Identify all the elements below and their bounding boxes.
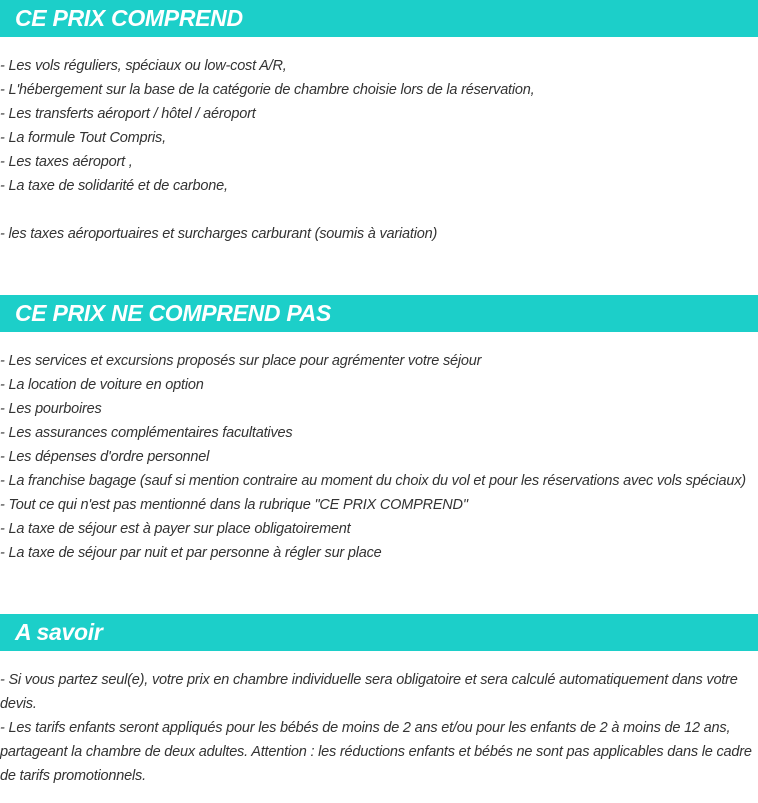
list-item: - Tout ce qui n'est pas mentionné dans la rubrique "CE PRIX COMPREND"	[0, 497, 468, 513]
info-paragraph: - Si vous partez seul(e), votre prix en chambre individuelle sera obligatoire et sera calculé automatiquement dans votre devis.	[0, 672, 738, 712]
section-header	[0, 0, 758, 37]
blank-line	[0, 198, 758, 222]
list-item: - La taxe de séjour par nuit et par personne à régler sur place	[0, 545, 382, 561]
section-body	[0, 651, 758, 788]
section-header	[0, 295, 758, 332]
list-item: - les taxes aéroportuaires et surcharges carburant (soumis à variation)	[0, 226, 438, 242]
list-item: - La taxe de solidarité et de carbone,	[0, 178, 228, 194]
list-item: - La franchise bagage (sauf si mention contraire au moment du choix du vol et pour les réservations avec vols spéciaux)	[0, 473, 746, 489]
section-prix-ne-comprend-pas	[0, 295, 758, 565]
section-title: CE PRIX NE COMPREND PAS	[15, 300, 331, 326]
section-title: CE PRIX COMPREND	[15, 5, 243, 31]
section-title: A savoir	[15, 619, 103, 645]
list-item: - Les transferts aéroport / hôtel / aéroport	[0, 106, 256, 122]
list-item: - Les vols réguliers, spéciaux ou low-cost A/R,	[0, 58, 287, 74]
section-header	[0, 614, 758, 651]
list-item: - Les services et excursions proposés sur place pour agrémenter votre séjour	[0, 353, 482, 369]
section-body	[0, 332, 758, 565]
list-item: - Les pourboires	[0, 401, 102, 417]
section-prix-comprend	[0, 0, 758, 246]
section-body	[0, 37, 758, 246]
section-a-savoir	[0, 614, 758, 788]
list-item: - L'hébergement sur la base de la catégorie de chambre choisie lors de la réservation,	[0, 82, 535, 98]
list-item: - La taxe de séjour est à payer sur place obligatoirement	[0, 521, 351, 537]
list-item: - La location de voiture en option	[0, 377, 204, 393]
list-item: - Les taxes aéroport ,	[0, 154, 133, 170]
list-item: - Les dépenses d'ordre personnel	[0, 449, 210, 465]
info-paragraph: - Les tarifs enfants seront appliqués pour les bébés de moins de 2 ans et/ou pour les enfants de 2 à moins de 12 ans, partageant la chambre de deux adultes. Attention : les réductions enfants et bébés ne sont pas applicables dans le cadre de tarifs promotionnels.	[0, 720, 752, 784]
list-item: - Les assurances complémentaires facultatives	[0, 425, 293, 441]
list-item: - La formule Tout Compris,	[0, 130, 166, 146]
